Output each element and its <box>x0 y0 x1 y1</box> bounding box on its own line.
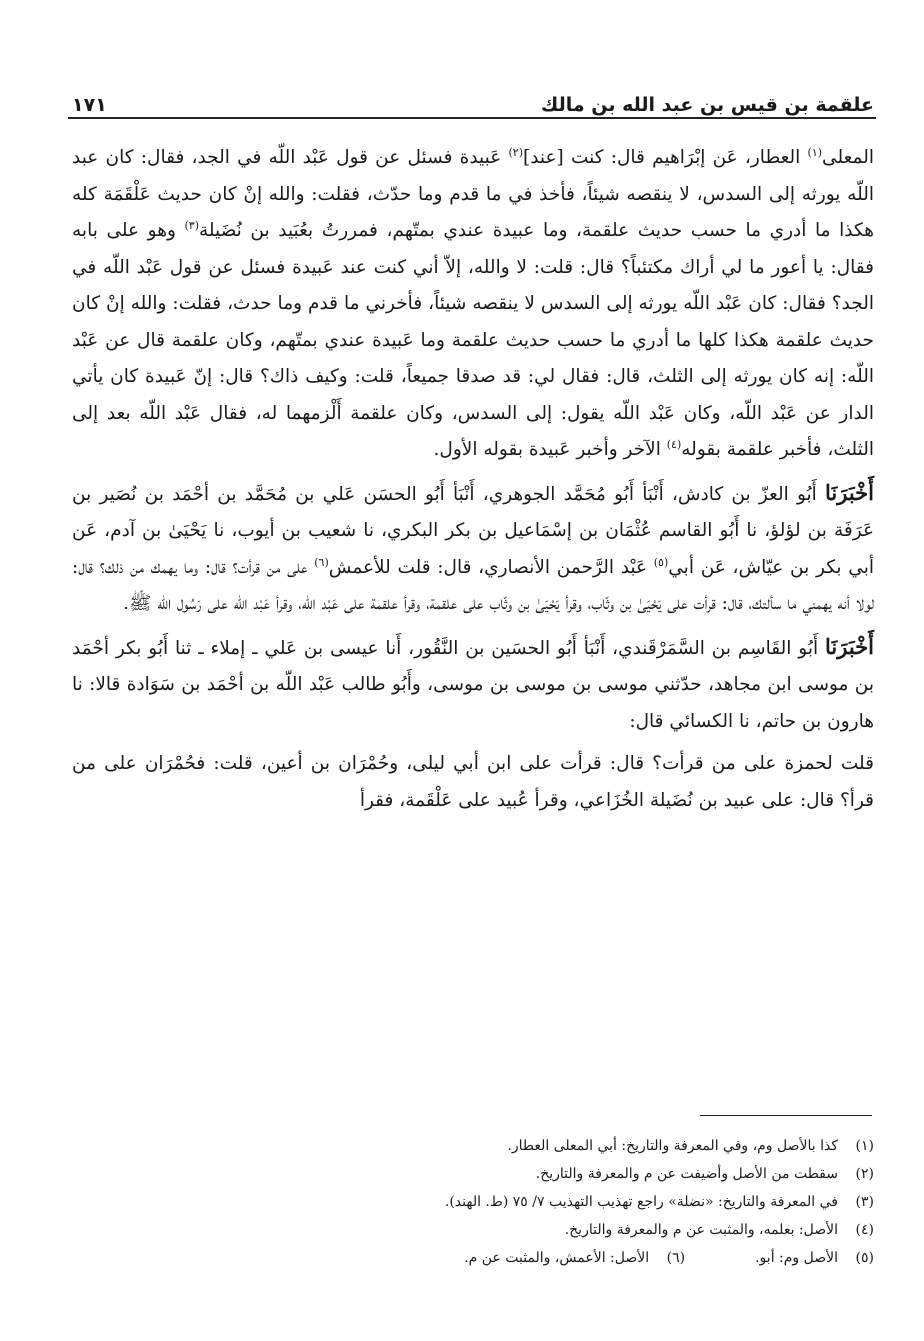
footnote-rule <box>700 1115 872 1116</box>
footnote-number: (٣) <box>855 1194 874 1210</box>
footnote-ref: (٢) <box>508 145 523 159</box>
footnote-number: (١) <box>855 1138 874 1154</box>
footnote-ref: (٦) <box>314 555 329 569</box>
footnote-ref: (٤) <box>666 437 682 451</box>
text-segment: وهو على بابه فقال: يا أعور ما لي أراك مكتئباً؟ قال: قلت: لا والله، إلاّ أني كنت عند عَبيدة فسئل عن قول عَبْد اللّه في الجد؟ فقال: كان عَبْد اللّه يورثه إلى السدس لا ينقصه شيئاً، فأخرني ما قدم وما حدث، فقلت: والله إنْ كان حديث علقمة هكذا كلها ما أدري ما حسب حديث علقمة وما عَبيدة عندي بمتّهم، وكان علقمة قال عن عَبْد اللّه: إنه كان يورثه إلى الثلث، قال: فقال لي: قد صدقا جميعاً، قلت: وكيف ذاك؟ قال: إنّ عَبيدة كان يأتي الدار عن عَبْد اللّه، وكان عَبْد اللّه يقول: إلى السدس، وكان علقمة أَلْزمهما له، فقال عَبْد اللّه بعد إلى الثلث، فأخبر علقمة بقوله <box>72 220 874 460</box>
isnad-lead: أَخْبَرَنَا <box>825 479 874 505</box>
footnote <box>464 1244 685 1272</box>
running-header <box>72 82 874 116</box>
footnote <box>755 1244 874 1272</box>
footnote-text: الأصل: بعلمه، والمثبت عن م والمعرفة والتاريخ. <box>564 1222 838 1238</box>
paragraph-2 <box>72 475 874 623</box>
footnote-text: كذا بالأصل وم، وفي المعرفة والتاريخ: أبي المعلى العطار. <box>507 1138 838 1154</box>
text-segment: عَبْد الرَّحمن الأنصاري، قال: قلت للأعمش <box>328 556 654 578</box>
header-rule <box>68 117 876 119</box>
footnote-number: (٦) <box>666 1250 686 1266</box>
footnote-text: في المعرفة والتاريخ: «نضلة» راجع تهذيب التهذيب ٧/ ٧٥ (ط. الهند). <box>444 1194 838 1210</box>
footnote-number: (٥) <box>855 1250 874 1266</box>
text-segment: أَبُو القَاسِم بن السَّمَرْقَندي، أَنْبَأ أَبُو الحسَين بن النَّقُور، أَنا عيسى بن عَلي ـ إملاء ـ ثنا أَبُو بكر أحْمَد بن موسى ابن مجاهد، حدّثني موسى بن موسى بن موسى، وأَبُو طالب عَبْد اللّه بن أحْمَد بن سَوَادة قالا: نا هارون بن حاتم، نا الكسائي قال: <box>72 637 874 732</box>
main-text <box>72 140 874 825</box>
footnote-pair <box>72 1244 874 1272</box>
footnote <box>72 1132 874 1160</box>
paragraph-3 <box>72 629 874 741</box>
paragraph-4: قلت لحمزة على من قرأت؟ قال: قرأت على ابن أبي ليلى، وحُمْرَان بن أعين، قلت: فحُمْرَان على من قرأ؟ قال: على عبيد بن نُضَيلة الخُزَاعي، وقرأ عُبيد على عَلْقَمة، فقرأ <box>72 753 874 811</box>
text-segment: المعلى <box>822 147 874 168</box>
paragraph-1 <box>72 140 874 469</box>
text-segment: العطار، عَن إبْرَاهيم قال: كنت [عند] <box>522 147 808 168</box>
isnad-lead: أَخْبَرَنَا <box>825 633 874 659</box>
footnote-ref: (١) <box>807 145 823 159</box>
footnote-number: (٢) <box>855 1166 874 1182</box>
footnote-number: (٤) <box>855 1222 874 1238</box>
text-segment: الآخر وأخبر عَبيدة بقوله الأول. <box>433 439 667 460</box>
footnote-text: الأصل: الأعمش، والمثبت عن م. <box>464 1250 650 1266</box>
text-segment: أَبُو العزّ بن كادش، أَنْبَأ أَبُو مُحَمَّد الجوهري، أَنْبَأ أَبُو الحسَن عَلي بن مُحَمَّد بن أحْمَد بن نُصَير بن عَرَفَة بن لؤلؤ، نا أَبُو القاسم عُثْمَان بن إسْمَاعيل بن بكر البكري، نا شعيب بن أيوب، نا يَحْيَىٰ بن آدم، عَن أبي بكر بن عيّاش، عَن أبي <box>72 483 874 578</box>
footnote-text: الأصل وم: أبو. <box>755 1250 838 1266</box>
page-number: ١٧١ <box>72 94 107 116</box>
footnote-ref: (٥) <box>653 555 669 569</box>
footnote <box>72 1188 874 1216</box>
text-segment: عَبيدة فسئل عن قول عَبْد اللّه في الجد، فقال: كان عبد اللّه يورثه إلى السدس، لا ينقصه شيئاً، فأخذ في ما قدم وما حدّث، فقلت: والله إنْ كان حديث عَلْقَمَة كله هكذا ما أدري ما حسب حديث علقمة، وما عبيدة عندي بمتّهم، فمررتُ بعُبَيد بن نُضَيلة <box>72 147 874 241</box>
header-title: علقمة بن قيس بن عبد الله بن مالك <box>540 94 874 116</box>
footnote-text: سقطت من الأصل وأضيفت عن م والمعرفة والتاريخ. <box>535 1166 838 1182</box>
footnotes <box>72 1132 874 1272</box>
footnote <box>72 1216 874 1244</box>
text-segment: على من قرأت؟ قال: وما يهمك من ذلك؟ قال: لولا أنه يهمني ما سألتك، قال: قرأت على يَحْيَىٰ بن وثّاب، وقرأ يَحْيَىٰ بن وثّاب على علقمة، وقرأ علقمة على عَبْد اللّه، وقرأ عَبْد اللّه على رَسُول الله ﷺ. <box>72 556 874 614</box>
footnote-ref: (٣) <box>184 218 199 232</box>
footnote <box>72 1160 874 1188</box>
